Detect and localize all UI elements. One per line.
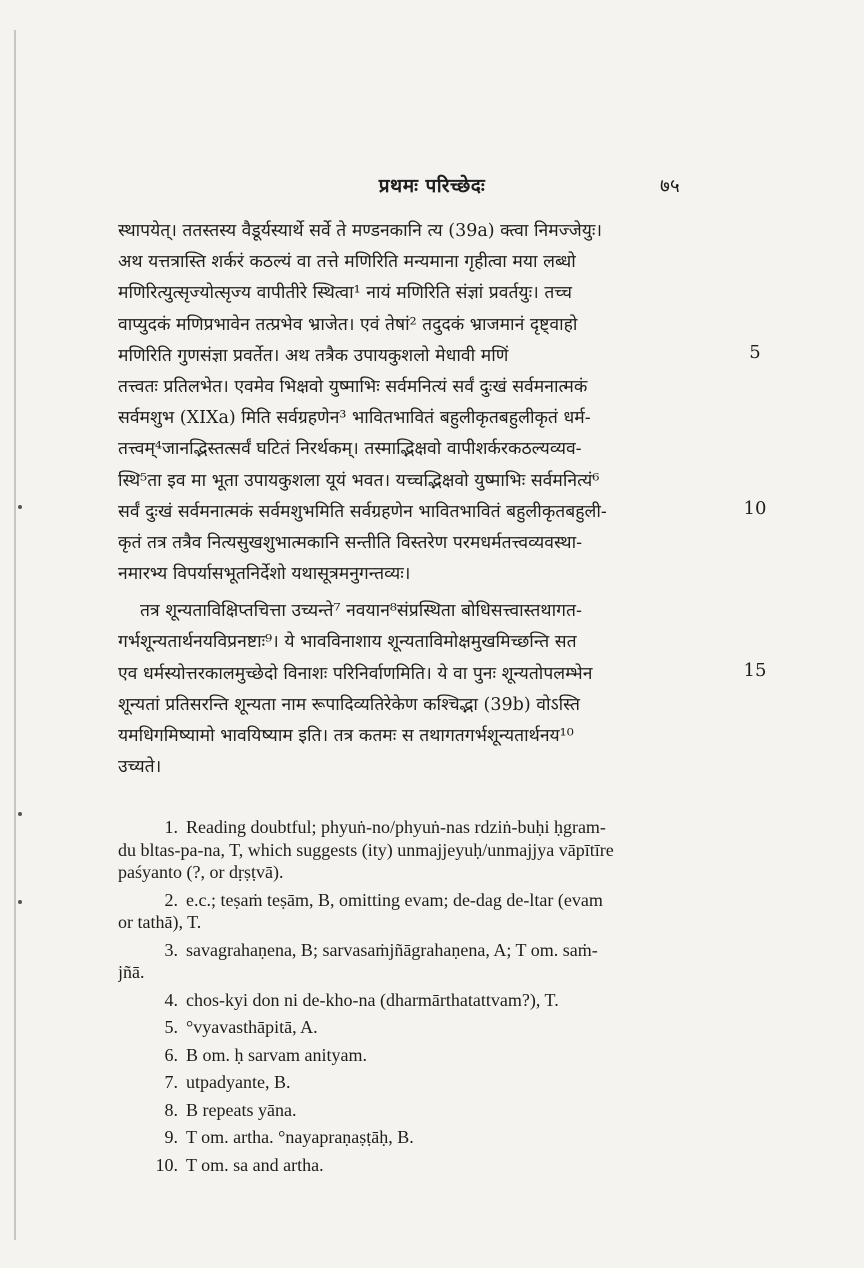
page-header-title: प्रथमः परिच्छेदः — [378, 175, 486, 197]
text-line: एव धर्मस्योत्तरकालमुच्छेदो विनाशः परिनिर्वाणमिति। ये वा पुनः शून्यतोपलम्भेन — [118, 663, 593, 684]
line-number: 10 — [743, 498, 767, 519]
footnote-number: 7. — [164, 1072, 178, 1092]
line-number: 5 — [749, 342, 761, 363]
footnote — [118, 1126, 690, 1149]
footnote — [118, 1154, 690, 1177]
footnote-number: 5. — [164, 1017, 178, 1037]
footnote — [118, 939, 690, 984]
text-line: स्थापयेत्। ततस्तस्य वैडूर्यस्यार्थे सर्वे ते मण्डनकानि त्य (39a) क्त्वा निमज्जेयुः। — [118, 221, 603, 241]
footnote-text: savagrahaṇena, B; sarvasaṁjñāgrahaṇena, A; T om. saṁ- — [186, 939, 598, 960]
footnote-text: jñā. — [118, 962, 145, 982]
footnote-text: paśyanto (?, or dṛṣṭvā). — [118, 862, 284, 882]
footnote-number: 10. — [155, 1154, 178, 1175]
footnote-text: B repeats yāna. — [186, 1099, 297, 1120]
text-line: यमधिगमिष्यामो भावयिष्याम इति। तत्र कतमः स तथागतगर्भशून्यतार्थनय¹⁰ — [118, 726, 574, 746]
footnote — [118, 1099, 690, 1122]
footnote-number: 3. — [164, 939, 178, 960]
footnote-text: T om. artha. °nayapraṇaṣṭāḥ, B. — [186, 1127, 414, 1147]
footnote-text: du bltas-pa-na, T, which suggests (ity) unmajjeyuḥ/unmajjya vāpītīre — [118, 839, 614, 860]
footnote — [118, 1044, 690, 1067]
binding-mark — [18, 505, 22, 509]
footnote — [118, 1071, 690, 1094]
footnote-number: 9. — [164, 1127, 178, 1147]
text-line: मणिरित्युत्सृज्योत्सृज्य वापीतीरे स्थित्वा¹ नायं मणिरिति संज्ञां प्रवर्तयुः। तच्च — [118, 283, 573, 304]
page-edge — [14, 30, 16, 1240]
text-line: तत्त्वम्⁴जानद्भिस्तत्सर्वं घटितं निरर्थकम्। तस्माद्भिक्षवो वापीशर्करकठल्यव्यव- — [118, 439, 582, 460]
binding-mark — [18, 900, 22, 904]
text-line: तत्त्वतः प्रतिलभेत। एवमेव भिक्षवो युष्माभिः सर्वमनित्यं सर्वं दुःखं सर्वमनात्मकं — [118, 376, 588, 397]
footnote — [118, 1016, 690, 1039]
footnote-number: 6. — [164, 1044, 178, 1065]
text-line: स्थि⁵ता इव मा भूता उपायकुशला यूयं भवत। यच्चद्भिक्षवो युष्माभिः सर्वमनित्यं⁶ — [118, 470, 600, 491]
footnote — [118, 889, 690, 934]
footnotes — [118, 816, 690, 1181]
footnote-number: 4. — [164, 989, 178, 1010]
main-text — [118, 216, 690, 783]
footnote-text: B om. ḥ sarvam anityam. — [186, 1044, 367, 1065]
page-number: ७५ — [660, 175, 680, 197]
footnote-text: Reading doubtful; phyuṅ-no/phyuṅ-nas rdziṅ-buḥi ḥgram- — [186, 817, 606, 837]
footnote — [118, 989, 690, 1012]
text-line: कृतं तत्र तत्रैव नित्यसुखशुभात्मकानि सन्तीति विस्तरेण परमधर्मतत्त्वव्यवस्था- — [118, 532, 583, 553]
footnote-number: 8. — [164, 1099, 178, 1120]
footnote-text: chos-kyi don ni de-kho-na (dharmārthatattvam?), T. — [186, 989, 559, 1010]
footnote-text: or tathā), T. — [118, 912, 202, 932]
footnote — [118, 816, 690, 884]
text-line: नमारभ्य विपर्यासभूतनिर्देशो यथासूत्रमनुगन्तव्यः। — [118, 564, 411, 585]
text-line: उच्यते। — [118, 757, 162, 778]
text-line: सर्वं दुःखं सर्वमनात्मकं सर्वमशुभमिति सर्वग्रहणेन भावितभावितं बहुलीकृतबहुली- — [118, 501, 607, 522]
binding-mark — [18, 812, 22, 816]
text-line: वाप्युदकं मणिप्रभावेन तत्प्रभेव भ्राजेत। एवं तेषां² तदुदकं भ्राजमानं दृष्ट्वाहो — [118, 314, 578, 335]
text-line: मणिरिति गुणसंज्ञा प्रवर्तेत। अथ तत्रैक उपायकुशलो मेधावी मणिं — [118, 345, 509, 366]
paragraph-2 — [118, 596, 690, 783]
footnote-number: 1. — [164, 817, 178, 837]
line-number: 15 — [743, 660, 767, 681]
footnote-number: 2. — [164, 889, 178, 910]
text-line: अथ यत्तत्रास्ति शर्करं कठल्यं वा तत्ते मणिरिति मन्यमाना गृहीत्वा मया लब्धो — [118, 252, 576, 273]
paragraph-1 — [118, 216, 690, 590]
text-line: तत्र शून्यताविक्षिप्तचित्ता उच्यन्ते⁷ नवयान⁸संप्रस्थिता बोधिसत्त्वास्तथागत- — [140, 601, 582, 622]
footnote-text: e.c.; teṣaṁ teṣām, B, omitting evam; de-dag de-ltar (evam — [186, 889, 603, 910]
text-line: गर्भशून्यतार्थनयविप्रनष्टाः⁹। ये भावविनाशाय शून्यताविमोक्षमुखमिच्छन्ति सत — [118, 632, 577, 653]
footnote-text: T om. sa and artha. — [186, 1154, 324, 1175]
footnote-text: °vyavasthāpitā, A. — [186, 1017, 318, 1037]
text-line: सर्वमशुभ (XIXa) मिति सर्वग्रहणेन³ भावितभावितं बहुलीकृतबहुलीकृतं धर्म- — [118, 408, 591, 429]
text-line: शून्यतां प्रतिसरन्ति शून्यता नाम रूपादिव्यतिरेकेण कश्चिद्भा (39b) वोऽस्ति — [118, 694, 580, 715]
footnote-text: utpadyante, B. — [186, 1072, 291, 1092]
